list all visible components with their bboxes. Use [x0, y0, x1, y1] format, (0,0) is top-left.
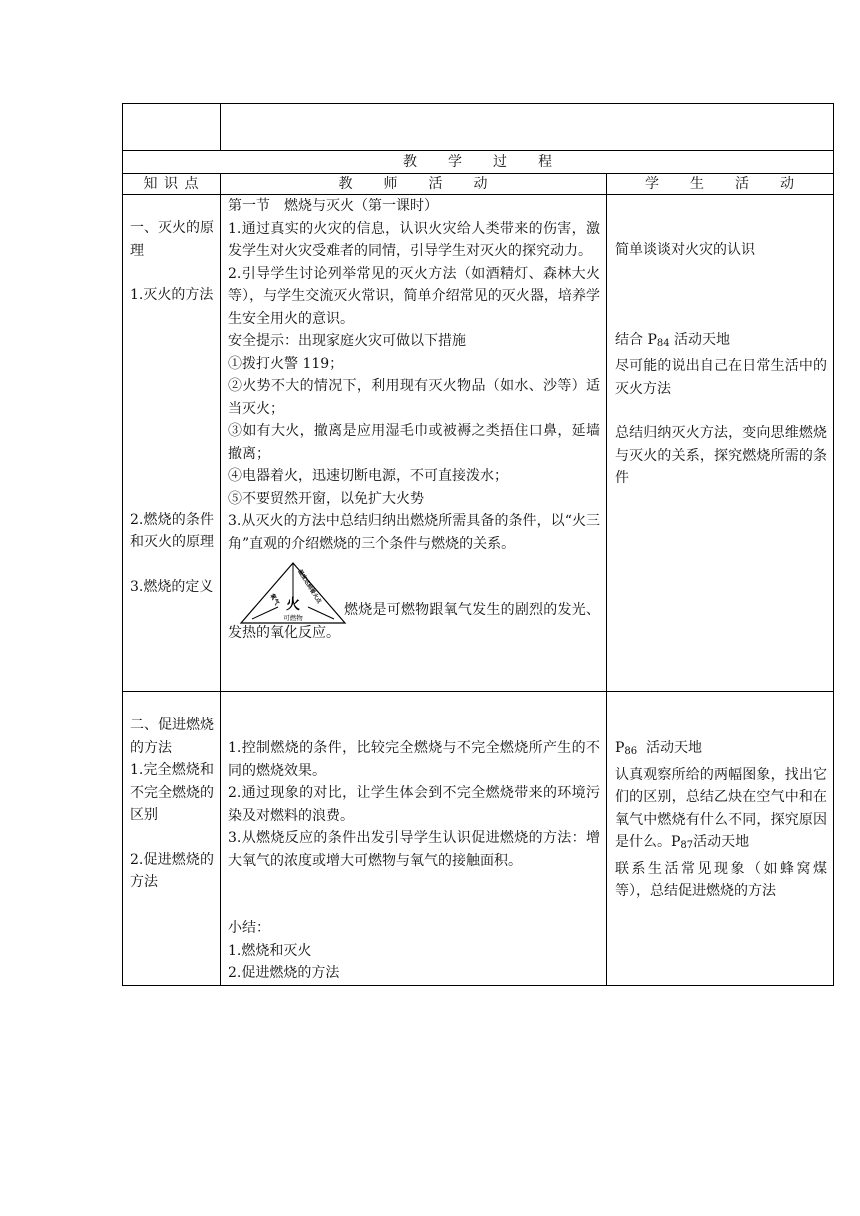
teacher-step-6: 3.从燃烧反应的条件出发引导学生认识促进燃烧的方法：增大氧气的浓度或增大可燃物与氧气的接触面积。	[228, 830, 600, 869]
section1-knowledge	[123, 195, 221, 692]
student-activity-5	[615, 737, 827, 764]
lesson-title: 第一节 燃烧与灭火（第一课时）	[228, 198, 438, 214]
section1-student	[607, 195, 834, 692]
student-activity-6-post: 活动天地	[693, 834, 750, 850]
teacher-step-4: 1.控制燃烧的条件，比较完全燃烧与不完全燃烧所产生的不同的燃烧效果。	[228, 740, 600, 779]
safety-measure: ②火势不大的情况下，利用现有灭火物品（如水、沙等）适当灭火；	[228, 378, 600, 417]
knowledge-conditions: 2.燃烧的条件和灭火的原理	[130, 511, 214, 550]
process-title-row	[123, 151, 834, 174]
diagram-left-label: 氧气	[268, 592, 281, 607]
lesson-plan-table	[122, 103, 833, 986]
section1-teacher	[221, 195, 607, 692]
fire-triangle-block	[228, 555, 600, 643]
knowledge-promote-methods: 2.促进燃烧的方法	[130, 851, 214, 890]
student-activity-5-post: 活动天地	[637, 740, 703, 756]
column-header-row	[123, 174, 834, 195]
combustion-definition: 燃烧是可燃物跟氧气发生的剧烈的发光、发热的氧化反应。	[228, 602, 600, 641]
blank-cell-right	[221, 104, 834, 151]
diagram-bottom-label: 可燃物	[283, 614, 303, 622]
teacher-step-2: 2.引导学生讨论列举常见的灭火方法（如酒精灯、森林大火等），与学生交流灭火常识，简单介绍常见的灭火器，培养学生安全用火的意识。	[228, 265, 600, 327]
knowledge-promote: 二、促进燃烧的方法	[130, 717, 214, 756]
section2-teacher	[221, 692, 607, 986]
knowledge-methods: 1.灭火的方法	[130, 287, 214, 303]
diagram-center-label: 火	[286, 597, 300, 613]
student-activity-2	[615, 329, 827, 356]
blank-top-row	[123, 104, 834, 151]
teacher-step-5: 2.通过现象的对比，让学生体会到不完全燃烧带来的环境污染及对燃料的浪费。	[228, 785, 600, 824]
student-activity-7: 联系生活常见现象（如蜂窝煤等），总结促进燃烧的方法	[615, 860, 827, 899]
student-activity-2-post: 活动天地	[669, 331, 731, 348]
page-ref-84: 84	[656, 337, 670, 349]
summary-title: 小结：	[228, 920, 270, 936]
safety-measure: ①拨打火警 119；	[228, 355, 344, 372]
summary-item: 1.燃烧和灭火	[228, 942, 312, 959]
student-activity-3: 尽可能的说出自己在日常生活中的灭火方法	[615, 358, 827, 397]
section2-knowledge	[123, 692, 221, 986]
col-header-knowledge: 知 识 点	[123, 174, 221, 195]
student-activity-6-text: 认真观察所给的两幅图象，找出它们的区别，总结乙炔在空气中和在氧气中燃烧有什么不同，探究原因是什么。P	[615, 766, 827, 850]
process-title: 教 学 过 程	[123, 151, 834, 174]
section1-row	[123, 195, 834, 692]
safety-measure: ④电器着火，迅速切断电源，不可直接泼水；	[228, 468, 508, 484]
safety-measure: ⑤不要贸然开窗，以免扩大火势	[228, 490, 424, 507]
section2-student	[607, 692, 834, 986]
knowledge-complete-combustion: 1.完全燃烧和不完全燃烧的区别	[130, 762, 214, 823]
summary-item: 2.促进燃烧的方法	[228, 965, 340, 981]
safety-measure: ③如有大火，撤离是应用湿毛巾或被褥之类捂住口鼻，延墙撤离；	[228, 423, 600, 462]
student-activity-4: 总结归纳灭火方法，变向思维燃烧与灭火的关系，探究燃烧所需的条件	[615, 425, 827, 486]
knowledge-principle: 一、灭火的原理	[130, 220, 214, 259]
safety-tip: 安全提示：出现家庭火灾可做以下措施	[228, 333, 466, 349]
col-header-student: 学 生 活 动	[607, 174, 834, 195]
blank-cell-left	[123, 104, 221, 151]
page-ref-87: 87	[680, 840, 694, 851]
diagram-right-label: 温度达到着火点	[296, 568, 322, 605]
section2-row	[123, 692, 834, 986]
col-header-teacher: 教 师 活 动	[221, 174, 607, 195]
teacher-step-3: 3.从灭火的方法中总结归纳出燃烧所需具备的条件，以“火三角”直观的介绍燃烧的三个条件与燃烧的关系。	[228, 513, 600, 552]
student-activity-5-pre: P	[615, 740, 625, 756]
student-activity-2-pre: 结合 P	[615, 331, 657, 348]
teacher-step-1: 1.通过真实的火灾的信息，认识火灾给人类带来的伤害，激发学生对火灾受难者的同情，引导学生对灭火的探究动力。	[228, 220, 600, 259]
page-ref-86: 86	[624, 746, 638, 757]
knowledge-definition: 3.燃烧的定义	[130, 578, 214, 595]
student-activity-6	[615, 764, 827, 858]
student-activity-1: 简单谈谈对火灾的认识	[615, 242, 755, 258]
